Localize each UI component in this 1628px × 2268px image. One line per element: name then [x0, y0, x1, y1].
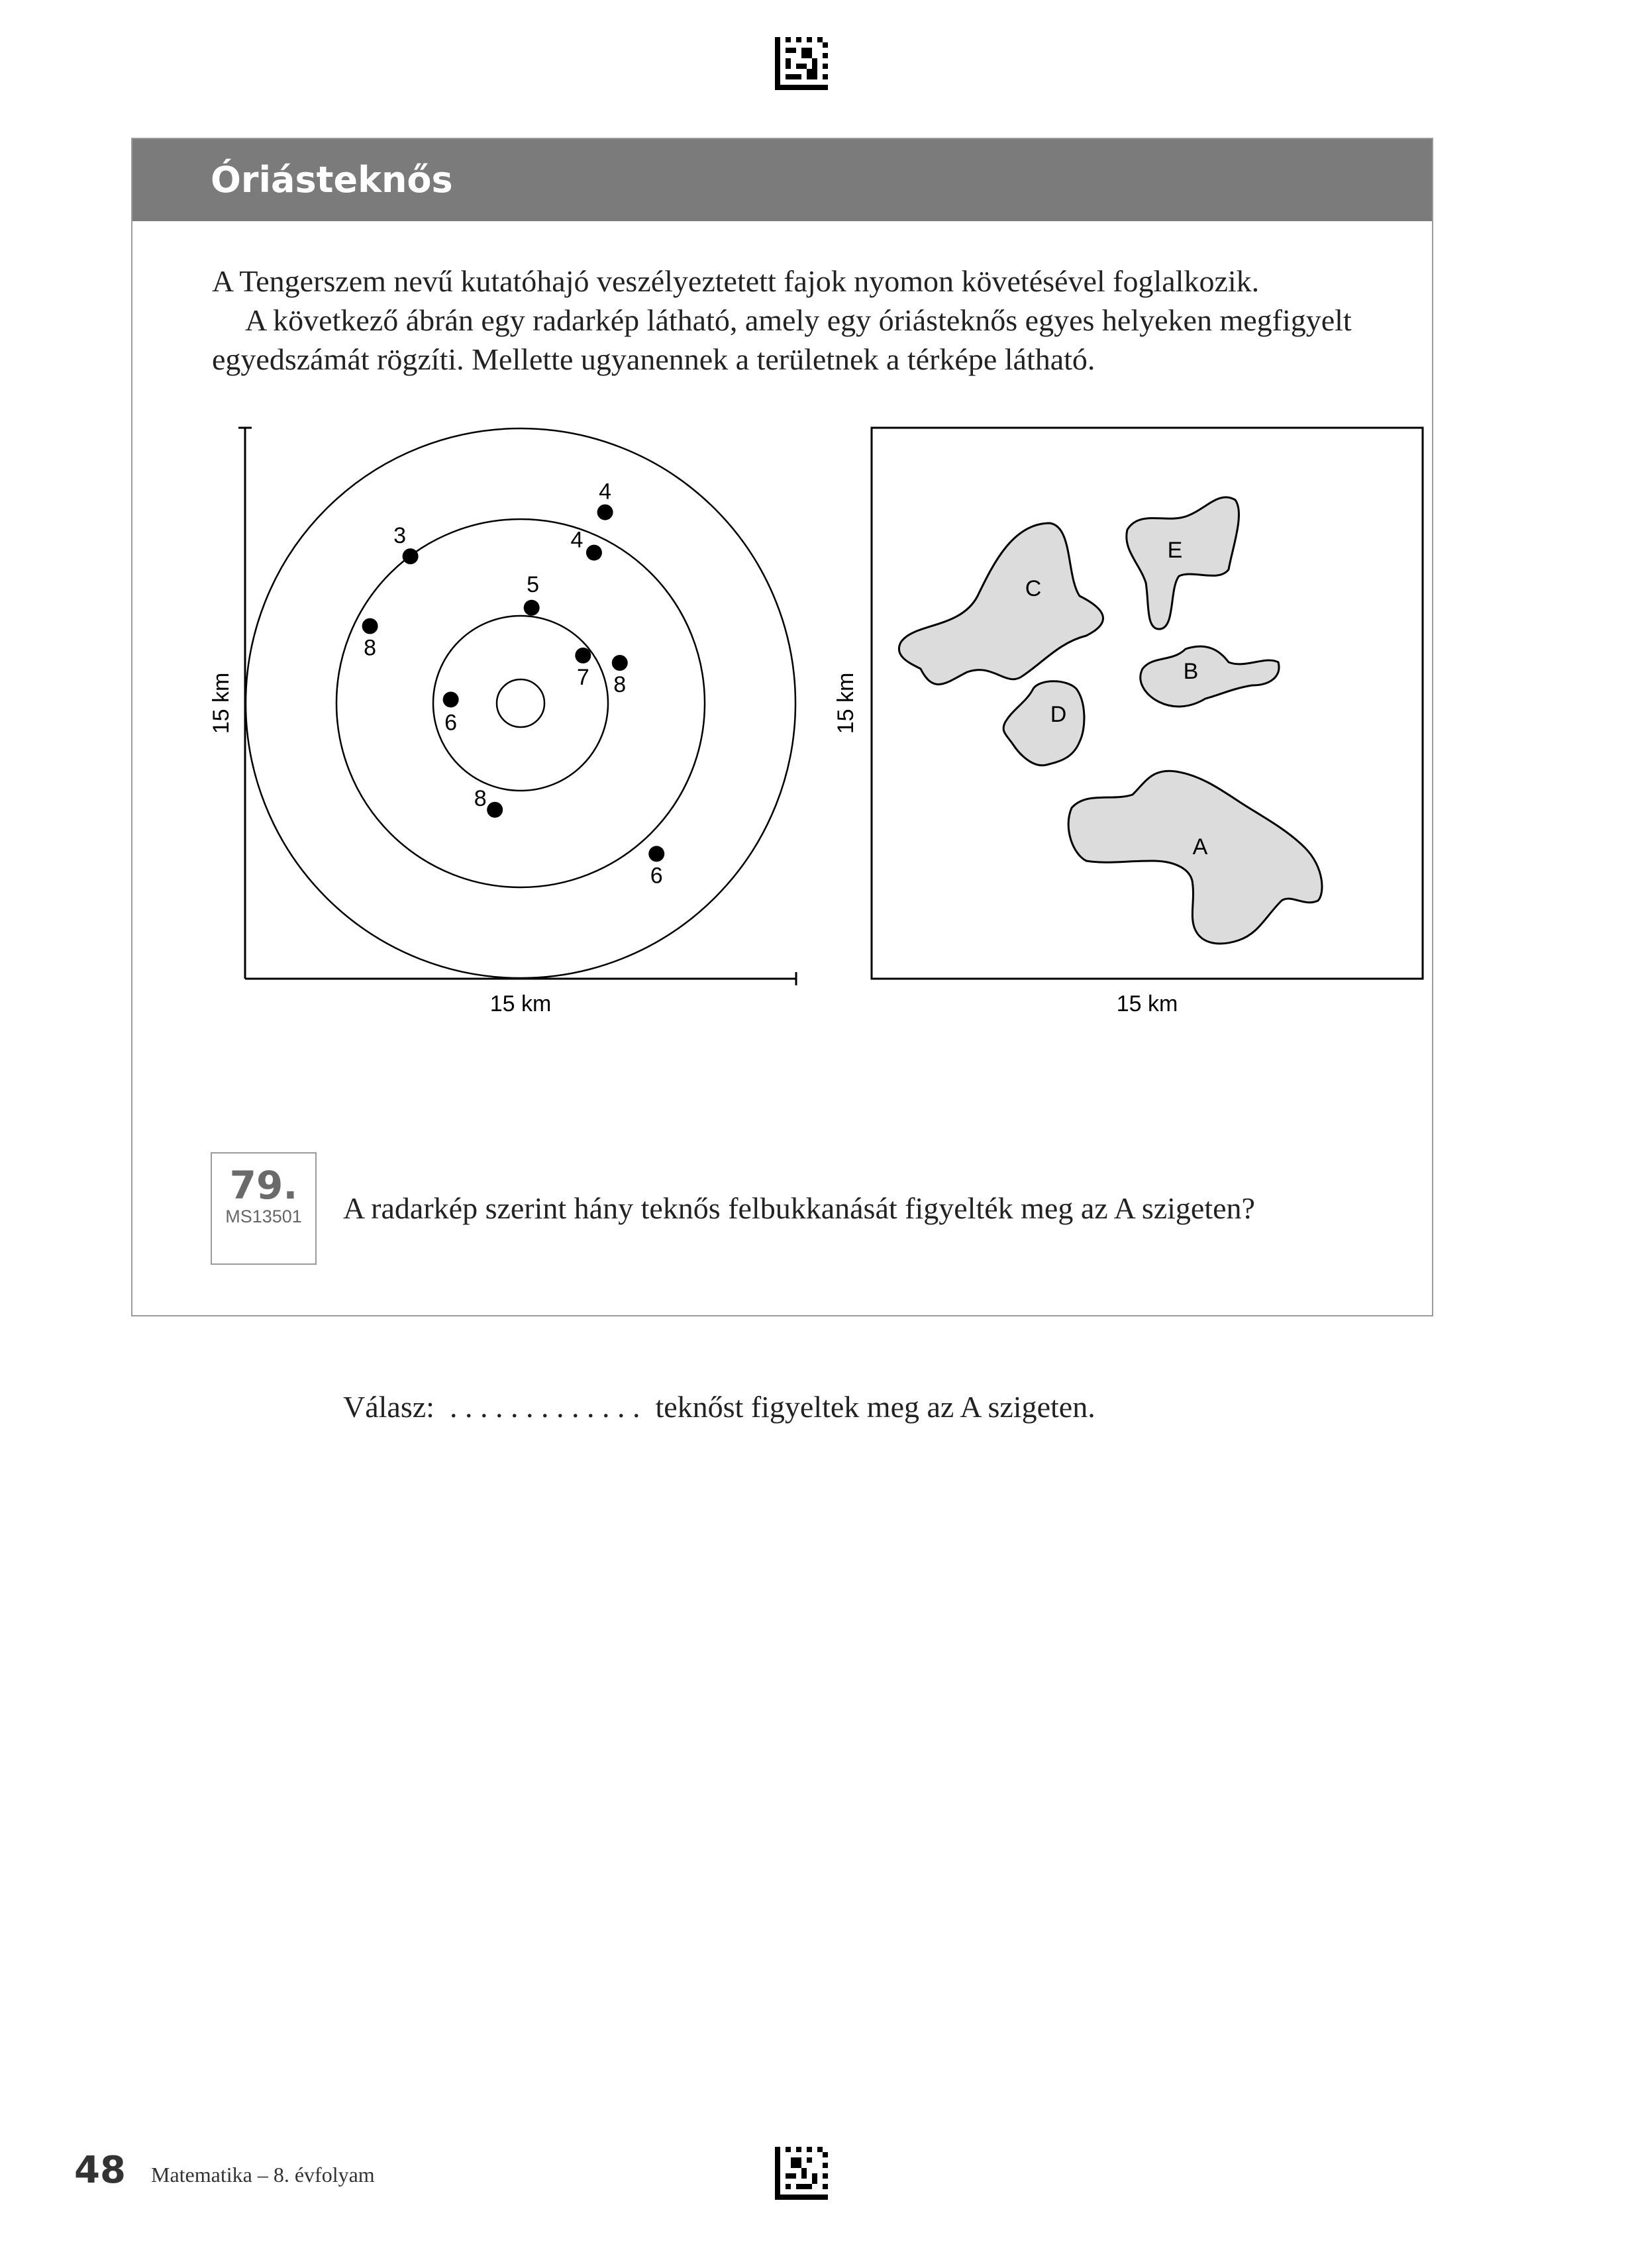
question-number: 79.	[229, 1163, 298, 1208]
answer-prefix: Válasz:	[343, 1390, 434, 1424]
turtle-sighting-point	[586, 545, 602, 561]
task-frame	[131, 138, 1433, 1424]
turtle-sighting-point	[487, 802, 503, 818]
page-number: 48	[74, 2149, 126, 2192]
turtle-count-label: 3	[393, 523, 407, 549]
answer-suffix: teknőst figyeltek meg az A szigeten.	[655, 1390, 1095, 1424]
radar-ring-middle	[336, 519, 705, 887]
datamatrix-code-top	[775, 37, 828, 90]
radar-center	[497, 679, 544, 727]
radar-y-label: 15 km	[209, 672, 234, 734]
turtle-sighting-point	[362, 618, 378, 634]
island-e	[1127, 497, 1239, 629]
question-text: A radarkép szerint hány teknős felbukkanását figyelték meg az A szigeten?	[343, 1191, 1255, 1225]
radar-x-label: 15 km	[489, 991, 552, 1016]
radar-ring-inner	[433, 616, 608, 791]
island-c-label: C	[1025, 576, 1042, 601]
map-y-label: 15 km	[833, 672, 858, 734]
radar-ring-outer	[246, 428, 795, 978]
turtle-sighting-point	[443, 691, 459, 707]
island-d-label: D	[1050, 702, 1067, 727]
intro-line-2: A következő ábrán egy radarkép látható, amely egy óriásteknős egyes helyeken megfigyelt egyedszámát rögzíti. Mellette ugyanennek a területnek a térképe látható.	[212, 303, 1352, 376]
island-a-label: A	[1192, 834, 1208, 860]
turtle-count-label: 4	[599, 479, 612, 505]
datamatrix-code-bottom	[775, 2147, 828, 2200]
question-number-box	[211, 1152, 317, 1265]
turtle-sighting-point	[597, 505, 613, 520]
turtle-count-label: 6	[444, 710, 458, 736]
intro-line-1: A Tengerszem nevű kutatóhajó veszélyeztetett fajok nyomon követésével foglalkozik.	[212, 264, 1260, 298]
footer-subject: Matematika – 8. évfolyam	[151, 2163, 375, 2187]
island-e-label: E	[1167, 538, 1183, 563]
turtle-sighting-point	[524, 600, 540, 616]
turtle-sighting-point	[403, 548, 419, 564]
turtle-count-label: 6	[650, 863, 663, 889]
island-map	[833, 428, 1423, 1016]
turtle-count-label: 8	[364, 635, 377, 661]
turtle-sighting-point	[648, 846, 664, 862]
turtle-count-label: 4	[570, 527, 584, 553]
radar-diagram	[209, 428, 796, 1016]
island-d	[1003, 681, 1084, 765]
turtle-count-label: 8	[474, 785, 487, 811]
task-title: Óriásteknős	[211, 159, 453, 201]
turtle-count-label: 7	[576, 664, 589, 690]
island-b-label: B	[1183, 659, 1199, 684]
turtle-count-label: 5	[527, 571, 540, 597]
island-b	[1141, 646, 1279, 707]
island-c	[899, 523, 1103, 684]
map-border	[872, 428, 1423, 979]
radar-and-map-figure	[132, 139, 1432, 1132]
turtle-sighting-point	[575, 648, 591, 664]
map-x-label: 15 km	[1116, 991, 1178, 1016]
answer-blank[interactable]: . . . . . . . . . . . . .	[449, 1390, 640, 1424]
question-code: MS13501	[225, 1207, 302, 1226]
answer-line	[343, 1389, 1095, 1424]
radar-points	[362, 479, 665, 889]
turtle-count-label: 8	[613, 671, 627, 697]
turtle-sighting-point	[612, 655, 628, 671]
